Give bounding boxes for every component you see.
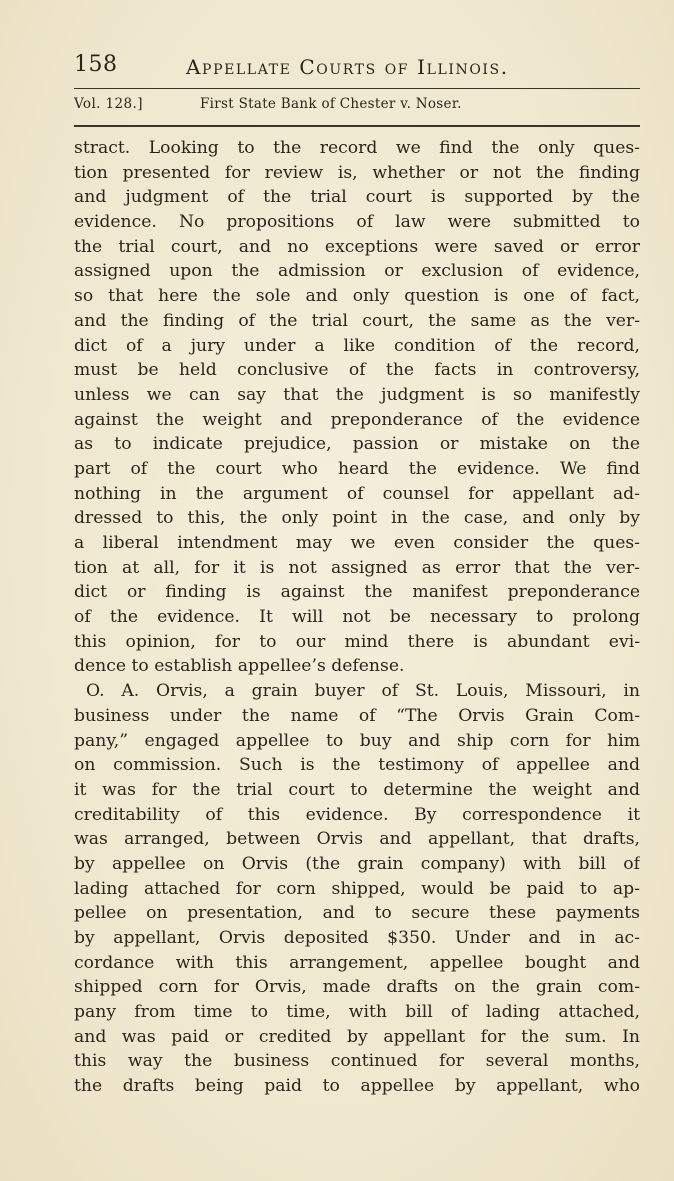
text-line: and the finding of the trial court, the same as the ver- — [74, 310, 640, 331]
text-line: dict or finding is against the manifest preponderance — [74, 582, 640, 603]
volume-label: Vol. 128.] — [74, 96, 143, 112]
text-line: tion at all, for it is not assigned as error that the ver- — [74, 557, 640, 578]
text-line: shipped corn for Orvis, made drafts on the grain com- — [74, 977, 640, 998]
text-line: part of the court who heard the evidence. We find — [74, 458, 640, 479]
text-line: a liberal intendment may we even consider the ques- — [74, 533, 640, 553]
opinion-body-text — [74, 136, 640, 1099]
text-line: the drafts being paid to appellee by appellant, who — [74, 1076, 640, 1097]
text-line: was arranged, between Orvis and appellant, that drafts, — [74, 829, 640, 850]
header-rule-bottom — [74, 125, 640, 127]
header-rule-top — [74, 88, 640, 89]
page-number: 158 — [74, 52, 118, 77]
text-line: assigned upon the admission or exclusion of evidence, — [74, 261, 640, 282]
text-line: nothing in the argument of counsel for appellant ad- — [74, 483, 640, 504]
text-line: lading attached for corn shipped, would be paid to ap- — [74, 878, 640, 899]
paragraph-start-line: O. A. Orvis, a grain buyer of St. Louis, Missouri, in — [86, 681, 640, 702]
text-line: by appellant, Orvis deposited $350. Under and in ac- — [74, 928, 640, 948]
text-line: business under the name of “The Orvis Grain Com- — [74, 705, 640, 726]
text-line: by appellee on Orvis (the grain company) with bill of — [74, 853, 640, 874]
text-line: dict of a jury under a like condition of the record, — [74, 335, 640, 356]
text-line: dressed to this, the only point in the case, and only by — [74, 508, 640, 529]
text-line: this way the business continued for several months, — [74, 1051, 640, 1072]
text-line: pany,” engaged appellee to buy and ship corn for him — [74, 730, 640, 751]
text-line: and was paid or credited by appellant for the sum. In — [74, 1026, 640, 1047]
text-line: the trial court, and no exceptions were saved or error — [74, 236, 640, 257]
text-line: against the weight and preponderance of the evidence — [74, 409, 640, 430]
text-line: stract. Looking to the record we find the only ques- — [74, 138, 640, 158]
text-line: creditability of this evidence. By correspondence it — [74, 804, 640, 825]
text-line: on commission. Such is the testimony of appellee and — [74, 755, 640, 776]
text-line: pany from time to time, with bill of lading attached, — [74, 1002, 640, 1023]
text-line: so that here the sole and only question is one of fact, — [74, 286, 640, 307]
text-line: and judgment of the trial court is supported by the — [74, 187, 640, 208]
text-line: cordance with this arrangement, appellee bought and — [74, 952, 640, 973]
text-line: must be held conclusive of the facts in controversy, — [74, 360, 640, 381]
court-title: Appellate Courts of Illinois. — [186, 55, 509, 79]
text-line: of the evidence. It will not be necessary to prolong — [74, 607, 640, 628]
case-subheader — [74, 93, 640, 117]
text-line: this opinion, for to our mind there is abundant evi- — [74, 631, 640, 652]
text-line: pellee on presentation, and to secure these payments — [74, 903, 640, 924]
text-line: tion presented for review is, whether or not the finding — [74, 162, 640, 183]
running-head — [74, 52, 650, 86]
text-line: it was for the trial court to determine the weight and — [74, 779, 640, 800]
text-line: evidence. No propositions of law were submitted to — [74, 212, 640, 233]
text-line: unless we can say that the judgment is so manifestly — [74, 384, 640, 405]
text-line: as to indicate prejudice, passion or mistake on the — [74, 434, 640, 455]
paragraph-end-line: dence to establish appellee’s defense. — [74, 656, 405, 677]
case-title: First State Bank of Chester v. Noser. — [200, 96, 462, 112]
